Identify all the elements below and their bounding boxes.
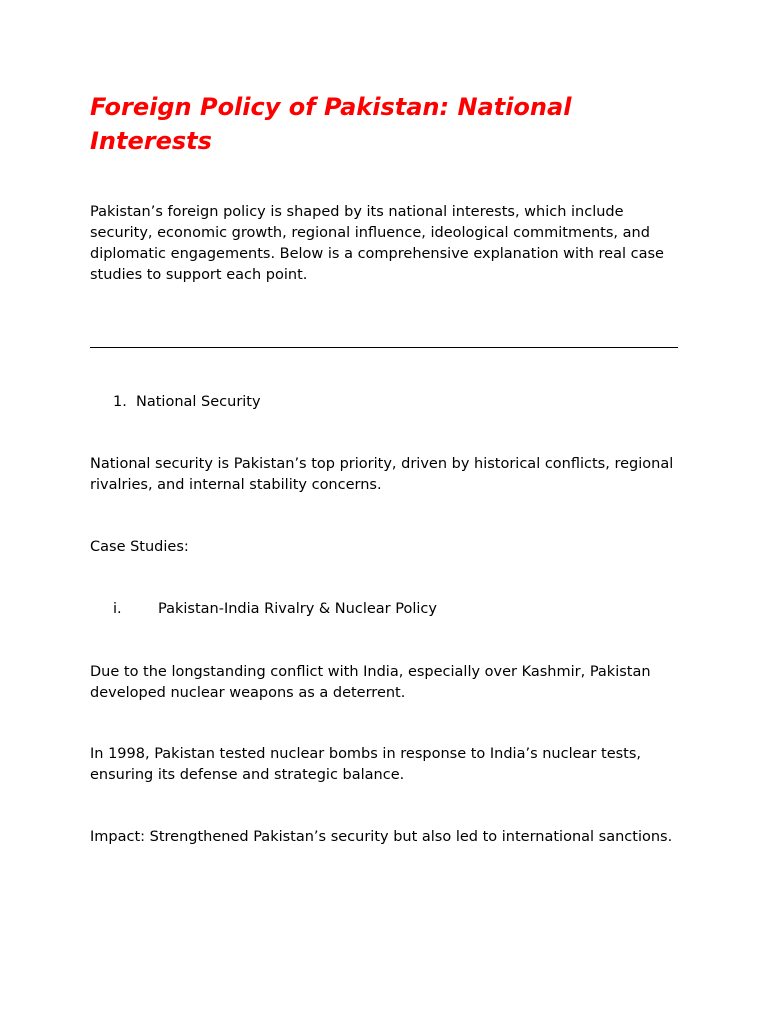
section-heading-national-security [113, 392, 261, 413]
case-studies-label: Case Studies: [90, 539, 189, 555]
case-study-heading-rivalry [113, 599, 437, 620]
intro-paragraph: Pakistan’s foreign policy is shaped by its national interests, which include security, economic growth, regional influence, ideological commitments, and diplomatic engagements. Below is a comprehensive explanation with real case studies to support each point. [90, 204, 664, 283]
horizontal-rule [90, 347, 678, 348]
document-title: Foreign Policy of Pakistan: National Interests [90, 93, 572, 155]
national-security-paragraph: National security is Pakistan’s top priority, driven by historical conflicts, regional rivalries, and internal stability concerns. [90, 456, 674, 493]
longstanding-conflict-paragraph: Due to the longstanding conflict with India, especially over Kashmir, Pakistan developed nuclear weapons as a deterrent. [90, 664, 651, 701]
section-heading-label: National Security [136, 394, 261, 410]
section-number: 1. [113, 394, 127, 410]
case-study-number: i. [113, 601, 122, 617]
case-study-heading-label: Pakistan-India Rivalry & Nuclear Policy [158, 601, 437, 617]
nuclear-tests-paragraph: In 1998, Pakistan tested nuclear bombs in response to India’s nuclear tests, ensuring its defense and strategic balance. [90, 746, 642, 783]
impact-paragraph: Impact: Strengthened Pakistan’s security but also led to international sanctions. [90, 829, 673, 845]
